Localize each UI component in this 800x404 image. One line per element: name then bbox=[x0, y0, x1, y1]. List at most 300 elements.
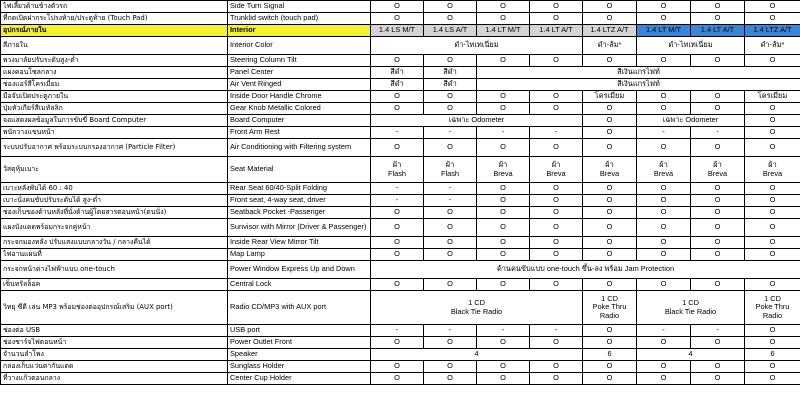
spec-value-cell bbox=[424, 279, 477, 291]
spec-value-cell bbox=[637, 183, 691, 195]
spec-value-cell bbox=[424, 55, 477, 67]
feature-name-english: Board Computer bbox=[228, 115, 371, 127]
spec-value-cell bbox=[637, 1, 691, 13]
spec-value-line: Breva bbox=[653, 168, 674, 178]
spec-value-line: O bbox=[606, 325, 613, 335]
feature-name-thai: พนักวางแขนหน้า bbox=[1, 127, 228, 139]
spec-value-cell bbox=[583, 55, 637, 67]
spec-value-cell bbox=[691, 13, 745, 25]
spec-value-line: O bbox=[553, 13, 559, 23]
spec-value-line: O bbox=[606, 103, 613, 113]
spec-value-cell bbox=[583, 13, 637, 25]
spec-value-cell bbox=[583, 373, 637, 385]
spec-value-line: ดำ-ไทเทเนี่ยม bbox=[668, 40, 713, 50]
spec-row bbox=[1, 373, 800, 385]
spec-value-line: O bbox=[500, 195, 506, 205]
spec-value-cell bbox=[371, 127, 424, 139]
spec-value-line: O bbox=[553, 249, 559, 259]
spec-value-line: Black Tie Radio bbox=[664, 306, 717, 316]
spec-value-cell bbox=[477, 67, 800, 79]
feature-name-thai: เซ็นทรัลล็อค bbox=[1, 279, 228, 291]
spec-value-cell bbox=[745, 373, 800, 385]
spec-value-cell bbox=[424, 91, 477, 103]
spec-value-line: Breva bbox=[546, 168, 566, 178]
spec-row bbox=[1, 219, 800, 237]
spec-value-cell bbox=[371, 261, 800, 279]
spec-value-line: O bbox=[447, 337, 453, 347]
section-title-thai: อุปกรณ์ภายใน bbox=[1, 25, 228, 37]
spec-value-line: O bbox=[394, 249, 400, 259]
spec-value-line: O bbox=[447, 13, 453, 23]
spec-value-cell bbox=[530, 361, 583, 373]
feature-name-english: Speaker bbox=[228, 349, 371, 361]
feature-name-english: Steering Column Tilt bbox=[228, 55, 371, 67]
spec-value-line: O bbox=[553, 373, 559, 383]
spec-value-cell bbox=[583, 91, 637, 103]
spec-value-cell bbox=[477, 337, 530, 349]
spec-value-line: O bbox=[553, 195, 559, 205]
spec-value-line: O bbox=[606, 195, 613, 205]
feature-name-english: Inside Rear View Mirror Tilt bbox=[228, 237, 371, 249]
spec-value-cell bbox=[691, 157, 745, 183]
spec-row bbox=[1, 237, 800, 249]
feature-name-english: Inside Door Handle Chrome bbox=[228, 91, 371, 103]
spec-value-line: O bbox=[660, 361, 667, 371]
spec-value-cell bbox=[530, 91, 583, 103]
feature-name-thai: วัสดุหุ้มเบาะ bbox=[1, 157, 228, 183]
spec-value-cell bbox=[371, 325, 424, 337]
spec-value-cell bbox=[424, 139, 477, 157]
spec-value-line: O bbox=[394, 103, 400, 113]
spec-value-cell bbox=[691, 103, 745, 115]
spec-value-cell bbox=[691, 237, 745, 249]
feature-name-english: Center Cup Holder bbox=[228, 373, 371, 385]
spec-value-line: ดำ-ส้ม* bbox=[597, 40, 622, 50]
spec-value-cell bbox=[371, 349, 583, 361]
spec-row bbox=[1, 279, 800, 291]
spec-value-line: - bbox=[395, 127, 399, 137]
spec-value-cell bbox=[745, 195, 800, 207]
spec-row bbox=[1, 249, 800, 261]
spec-value-cell bbox=[691, 127, 745, 139]
spec-value-line: Radio bbox=[599, 310, 620, 320]
spec-value-cell bbox=[477, 219, 530, 237]
spec-value-cell bbox=[424, 373, 477, 385]
section-title-english: Interior bbox=[228, 25, 371, 37]
spec-value-line: O bbox=[660, 195, 667, 205]
spec-value-cell bbox=[477, 207, 530, 219]
spec-value-cell bbox=[583, 1, 637, 13]
spec-value-line: - bbox=[554, 127, 558, 137]
spec-value-cell bbox=[530, 127, 583, 139]
spec-value-cell bbox=[424, 325, 477, 337]
spec-value-line: O bbox=[769, 127, 776, 137]
spec-value-cell bbox=[530, 219, 583, 237]
feature-name-thai: ไฟอ่านแผนที่ bbox=[1, 249, 228, 261]
spec-value-cell bbox=[583, 279, 637, 291]
spec-row bbox=[1, 55, 800, 67]
feature-name-english: Radio CD/MP3 with AUX port bbox=[228, 291, 371, 325]
spec-value-cell bbox=[745, 37, 800, 55]
spec-value-cell bbox=[424, 127, 477, 139]
spec-value-line: O bbox=[447, 142, 453, 152]
feature-name-english: Front seat, 4-way seat, driver bbox=[228, 195, 371, 207]
spec-value-line: O bbox=[500, 103, 506, 113]
spec-value-line: O bbox=[553, 279, 559, 289]
spec-value-cell bbox=[745, 13, 800, 25]
spec-value-line: - bbox=[501, 325, 505, 335]
spec-row bbox=[1, 1, 800, 13]
spec-value-line: O bbox=[447, 279, 453, 289]
feature-name-english: USB port bbox=[228, 325, 371, 337]
spec-value-line: O bbox=[447, 361, 453, 371]
spec-value-line: O bbox=[606, 279, 613, 289]
spec-value-cell bbox=[637, 279, 691, 291]
spec-value-cell bbox=[477, 325, 530, 337]
spec-value-cell bbox=[583, 37, 637, 55]
spec-value-line: O bbox=[769, 1, 776, 11]
feature-name-english: Panel Center bbox=[228, 67, 371, 79]
spec-value-line: O bbox=[553, 237, 559, 247]
spec-value-cell bbox=[477, 139, 530, 157]
feature-name-thai: เบาะหลังพับได้ 60 : 40 bbox=[1, 183, 228, 195]
spec-row bbox=[1, 291, 800, 325]
spec-value-cell bbox=[637, 337, 691, 349]
spec-value-cell bbox=[583, 195, 637, 207]
variant-header: 1.4 LS A/T bbox=[424, 25, 477, 37]
spec-value-cell bbox=[637, 349, 745, 361]
spec-value-cell bbox=[530, 337, 583, 349]
spec-value-cell bbox=[477, 279, 530, 291]
spec-value-cell bbox=[637, 13, 691, 25]
spec-value-line: Breva bbox=[493, 168, 513, 178]
spec-value-line: - bbox=[395, 183, 399, 193]
spec-value-cell bbox=[530, 279, 583, 291]
spec-value-line: O bbox=[394, 373, 400, 383]
spec-value-line: O bbox=[606, 361, 613, 371]
spec-value-line: O bbox=[553, 142, 559, 152]
spec-value-cell bbox=[424, 183, 477, 195]
spec-value-cell bbox=[530, 237, 583, 249]
spec-row bbox=[1, 139, 800, 157]
feature-name-english: Gear Knob Metallic Colored bbox=[228, 103, 371, 115]
spec-value-cell bbox=[424, 361, 477, 373]
spec-value-cell bbox=[424, 67, 477, 79]
spec-value-line: O bbox=[500, 183, 506, 193]
spec-row bbox=[1, 157, 800, 183]
spec-value-cell bbox=[530, 183, 583, 195]
spec-value-line: O bbox=[553, 337, 559, 347]
spec-value-line: Breva bbox=[762, 168, 783, 178]
spec-value-line: สีดำ bbox=[390, 67, 404, 77]
spec-value-line: Breva bbox=[707, 168, 728, 178]
spec-value-cell bbox=[745, 291, 800, 325]
spec-value-line: O bbox=[394, 91, 400, 101]
spec-value-cell bbox=[637, 157, 691, 183]
spec-value-line: O bbox=[394, 361, 400, 371]
variant-header: 1.4 LTZ A/T bbox=[745, 25, 800, 37]
feature-name-thai: แผงคอนโซลกลาง bbox=[1, 67, 228, 79]
spec-value-cell bbox=[637, 127, 691, 139]
spec-value-cell bbox=[424, 157, 477, 183]
spec-value-line: O bbox=[500, 13, 506, 23]
feature-name-thai: ปุ่มหัวเกียร์สีเมทัลลิก bbox=[1, 103, 228, 115]
spec-value-line: O bbox=[714, 373, 721, 383]
spec-value-cell bbox=[637, 207, 691, 219]
feature-name-thai: ช่องเก็บของด้านหลังที่นั่งด้านผู้โดยสารตอนหน้า(ตนนั่ง) bbox=[1, 207, 228, 219]
spec-value-cell bbox=[477, 127, 530, 139]
spec-value-cell bbox=[424, 103, 477, 115]
spec-value-line: O bbox=[394, 13, 400, 23]
spec-value-cell bbox=[583, 325, 637, 337]
feature-name-thai: จอแสดงผลข้อมูลในการขับขี่ Board Computer bbox=[1, 115, 228, 127]
spec-row bbox=[1, 79, 800, 91]
spec-value-line: O bbox=[769, 55, 776, 65]
spec-value-line: O bbox=[553, 55, 559, 65]
spec-value-cell bbox=[477, 103, 530, 115]
spec-value-line: โครเมี่ยม bbox=[757, 91, 788, 101]
spec-value-cell bbox=[477, 183, 530, 195]
spec-value-cell bbox=[477, 1, 530, 13]
spec-value-line: - bbox=[662, 325, 665, 335]
section-header-row bbox=[1, 25, 800, 37]
spec-value-cell bbox=[637, 37, 745, 55]
spec-value-cell bbox=[371, 55, 424, 67]
spec-value-line: O bbox=[714, 91, 721, 101]
spec-value-line: O bbox=[769, 142, 776, 152]
spec-value-line: O bbox=[394, 337, 400, 347]
spec-value-line: ผ้า bbox=[605, 160, 614, 170]
spec-value-line: O bbox=[714, 207, 721, 217]
feature-name-thai: ที่กดเปิดฝากระโปรงท้าย/ประตูท้าย (Touch Pad) bbox=[1, 13, 228, 25]
feature-name-english: Sunvisor with Mirror (Driver & Passenger) bbox=[228, 219, 371, 237]
spec-value-line: O bbox=[714, 183, 721, 193]
spec-value-cell bbox=[745, 219, 800, 237]
feature-name-english: Seat Material bbox=[228, 157, 371, 183]
spec-value-line: O bbox=[769, 361, 776, 371]
spec-value-cell bbox=[477, 13, 530, 25]
spec-value-line: O bbox=[769, 183, 776, 193]
spec-value-cell bbox=[637, 103, 691, 115]
spec-value-line: ผ้า bbox=[445, 160, 455, 170]
feature-name-english: Air Vent Ringed bbox=[228, 79, 371, 91]
variant-header: 1.4 LTZ A/T bbox=[583, 25, 637, 37]
spec-value-cell bbox=[637, 219, 691, 237]
spec-value-line: - bbox=[448, 127, 452, 137]
spec-row bbox=[1, 325, 800, 337]
spec-value-cell bbox=[371, 237, 424, 249]
spec-value-cell bbox=[745, 139, 800, 157]
spec-value-cell bbox=[691, 361, 745, 373]
spec-value-cell bbox=[371, 1, 424, 13]
spec-value-cell bbox=[530, 1, 583, 13]
spec-value-line: O bbox=[714, 361, 721, 371]
spec-value-cell bbox=[691, 219, 745, 237]
spec-value-cell bbox=[477, 249, 530, 261]
spec-value-cell bbox=[530, 207, 583, 219]
spec-value-cell bbox=[583, 337, 637, 349]
spec-value-line: O bbox=[769, 325, 776, 335]
spec-value-line: O bbox=[660, 183, 667, 193]
spec-value-cell bbox=[371, 249, 424, 261]
spec-value-line: O bbox=[769, 279, 776, 289]
spec-value-line: - bbox=[448, 183, 452, 193]
spec-value-cell bbox=[371, 115, 583, 127]
feature-name-english: Rear Seat 60/40-Split Folding bbox=[228, 183, 371, 195]
spec-value-line: สีดำ bbox=[443, 67, 457, 77]
spec-value-cell bbox=[637, 325, 691, 337]
spec-value-line: O bbox=[660, 279, 667, 289]
feature-name-english: Central Lock bbox=[228, 279, 371, 291]
spec-value-line: O bbox=[606, 337, 613, 347]
spec-value-line: O bbox=[606, 142, 613, 152]
spec-value-line: O bbox=[769, 373, 776, 383]
spec-value-line: O bbox=[553, 361, 559, 371]
feature-name-english: Interior Color bbox=[228, 37, 371, 55]
feature-name-english: Power Outlet Front bbox=[228, 337, 371, 349]
spec-value-line: O bbox=[769, 195, 776, 205]
spec-value-cell bbox=[745, 325, 800, 337]
spec-value-line: Breva bbox=[599, 168, 620, 178]
spec-value-cell bbox=[691, 207, 745, 219]
spec-value-cell bbox=[530, 325, 583, 337]
spec-value-cell bbox=[371, 195, 424, 207]
spec-value-cell bbox=[745, 361, 800, 373]
spec-value-line: O bbox=[553, 103, 559, 113]
feature-name-thai: กล่องเก็บแว่นตากันแดด bbox=[1, 361, 228, 373]
spec-value-line: O bbox=[447, 207, 453, 217]
spec-value-line: Poke Thru bbox=[755, 302, 790, 312]
feature-name-thai: แผงบังแดดพร้อมกระจกคู่หน้า bbox=[1, 219, 228, 237]
spec-value-cell bbox=[745, 207, 800, 219]
spec-value-cell bbox=[745, 183, 800, 195]
spec-value-line: Flash bbox=[387, 168, 407, 178]
spec-value-cell bbox=[691, 1, 745, 13]
spec-value-line: Poke Thru bbox=[592, 302, 627, 312]
spec-value-cell bbox=[637, 361, 691, 373]
spec-value-cell bbox=[745, 103, 800, 115]
spec-value-line: O bbox=[447, 55, 453, 65]
spec-value-cell bbox=[691, 337, 745, 349]
spec-value-line: Radio bbox=[762, 310, 783, 320]
spec-value-cell bbox=[477, 237, 530, 249]
spec-value-line: O bbox=[500, 279, 506, 289]
spec-value-line: O bbox=[606, 1, 613, 11]
spec-value-cell bbox=[424, 237, 477, 249]
spec-value-cell bbox=[371, 157, 424, 183]
spec-value-cell bbox=[371, 207, 424, 219]
spec-value-line: 1 CD bbox=[764, 294, 781, 304]
spec-value-cell bbox=[371, 373, 424, 385]
feature-name-thai: ระบบปรับอากาศ พร้อมระบบกรองอากาศ (Particle Filter) bbox=[1, 139, 228, 157]
spec-value-line: O bbox=[500, 91, 506, 101]
spec-value-line: O bbox=[660, 91, 667, 101]
spec-row bbox=[1, 127, 800, 139]
spec-value-line: O bbox=[500, 222, 506, 232]
spec-value-line: O bbox=[500, 1, 506, 11]
variant-header: 1.4 LT M/T bbox=[477, 25, 530, 37]
spec-value-line: 4 bbox=[688, 349, 693, 359]
spec-row bbox=[1, 37, 800, 55]
feature-name-thai: ช่องต่อ USB bbox=[1, 325, 228, 337]
feature-name-english: Power Window Express Up and Down bbox=[228, 261, 371, 279]
spec-value-cell bbox=[691, 183, 745, 195]
feature-name-english: Air Conditioning with Filtering system bbox=[228, 139, 371, 157]
spec-value-cell bbox=[691, 55, 745, 67]
spec-value-line: O bbox=[553, 222, 559, 232]
spec-value-line: O bbox=[606, 237, 613, 247]
spec-value-line: O bbox=[606, 115, 613, 125]
spec-value-cell bbox=[637, 115, 745, 127]
spec-value-line: O bbox=[394, 237, 400, 247]
spec-value-cell bbox=[745, 157, 800, 183]
spec-value-cell bbox=[583, 249, 637, 261]
spec-value-line: O bbox=[714, 142, 721, 152]
spec-value-cell bbox=[583, 219, 637, 237]
spec-value-line: O bbox=[660, 103, 667, 113]
spec-value-line: O bbox=[500, 361, 506, 371]
spec-value-line: O bbox=[500, 373, 506, 383]
spec-value-cell bbox=[637, 91, 691, 103]
spec-value-cell bbox=[583, 183, 637, 195]
spec-value-cell bbox=[477, 195, 530, 207]
spec-value-cell bbox=[477, 55, 530, 67]
spec-row bbox=[1, 67, 800, 79]
spec-value-cell bbox=[371, 91, 424, 103]
spec-value-cell bbox=[637, 249, 691, 261]
spec-value-cell bbox=[583, 207, 637, 219]
spec-value-line: O bbox=[714, 55, 721, 65]
spec-value-cell bbox=[745, 337, 800, 349]
spec-value-line: O bbox=[394, 55, 400, 65]
spec-row bbox=[1, 207, 800, 219]
spec-value-cell bbox=[530, 55, 583, 67]
spec-value-line: ผ้า bbox=[392, 160, 402, 170]
spec-value-line: สีเงินแกรไฟท์ bbox=[617, 67, 660, 77]
spec-value-line: Flash bbox=[440, 168, 460, 178]
spec-value-cell bbox=[371, 139, 424, 157]
spec-value-cell bbox=[637, 237, 691, 249]
feature-name-thai: กระจกหน้าต่างไฟฟ้าแบบ one-touch bbox=[1, 261, 228, 279]
spec-value-line: O bbox=[714, 1, 721, 11]
spec-value-cell bbox=[424, 207, 477, 219]
spec-value-line: O bbox=[660, 222, 667, 232]
feature-name-thai: กระจกมองหลัง ปรับแสงแบบกลางวัน / กลางคืนได้ bbox=[1, 237, 228, 249]
spec-value-line: - bbox=[448, 325, 452, 335]
spec-value-cell bbox=[371, 279, 424, 291]
spec-value-cell bbox=[371, 37, 583, 55]
spec-value-line: ผ้า bbox=[713, 160, 722, 170]
spec-value-line: เฉพาะ Odometer bbox=[448, 115, 505, 125]
spec-value-cell bbox=[583, 127, 637, 139]
spec-value-line: O bbox=[500, 207, 506, 217]
spec-value-line: O bbox=[660, 337, 667, 347]
spec-value-line: สีดำ bbox=[443, 79, 457, 89]
spec-value-line: O bbox=[606, 13, 613, 23]
spec-value-line: O bbox=[447, 222, 453, 232]
spec-value-line: O bbox=[714, 279, 721, 289]
spec-value-line: O bbox=[553, 1, 559, 11]
spec-value-line: สีเงินแกรไฟท์ bbox=[617, 79, 660, 89]
feature-name-thai: ช่องแอร์สีโครเมี่ยม bbox=[1, 79, 228, 91]
spec-value-cell bbox=[477, 373, 530, 385]
spec-value-line: - bbox=[395, 325, 399, 335]
spec-value-line: O bbox=[769, 103, 776, 113]
spec-value-line: O bbox=[394, 222, 400, 232]
spec-value-cell bbox=[691, 279, 745, 291]
spec-value-cell bbox=[424, 337, 477, 349]
spec-value-cell bbox=[583, 361, 637, 373]
